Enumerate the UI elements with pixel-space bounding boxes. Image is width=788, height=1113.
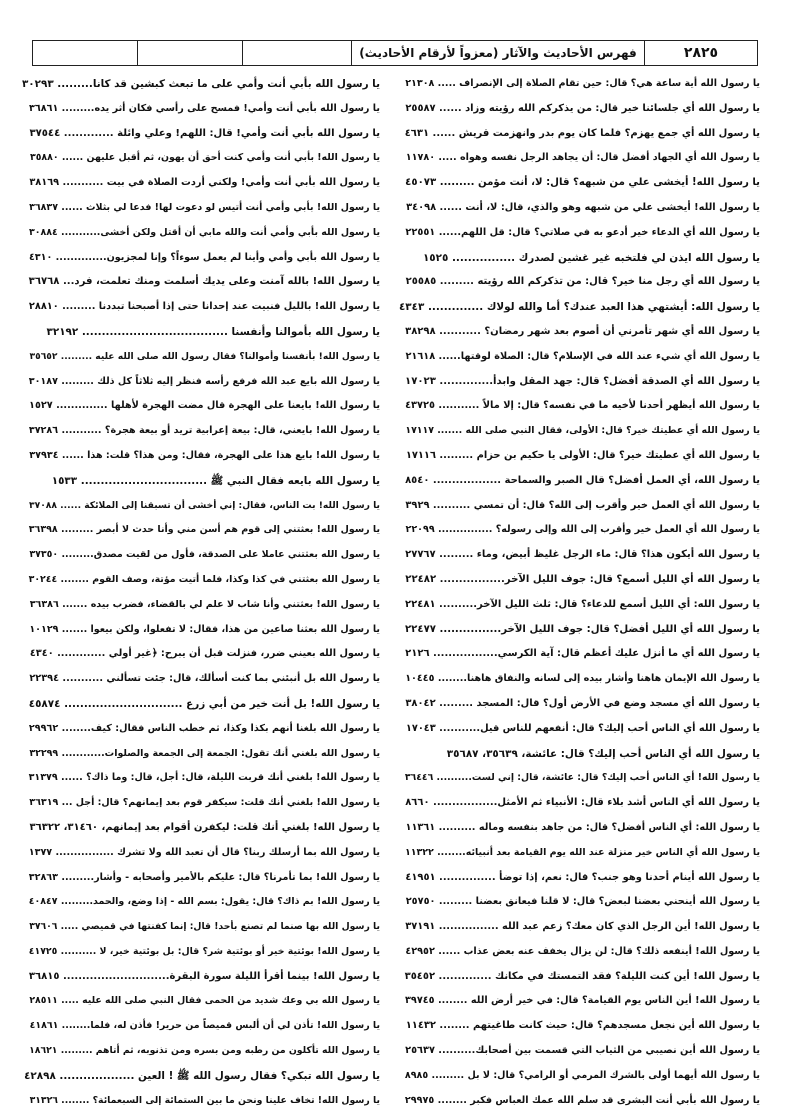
index-entry-text: يا رسول الله! بأبي وأمي أنت أتيس لو دعوت لها! فدعا لي بثلاث ...... ٣٦٨٣٧ (29, 201, 380, 213)
index-entry (398, 642, 760, 667)
index-entry-text: يا رسول الله بايع عبد الله فرفع رأسه فنظر إليه ثلاثاً كل ذلك ......... ٣٠١٨٧ (28, 375, 380, 387)
index-entry (22, 246, 380, 271)
index-entry-text: يا رسول الله، أي العمل أفضل؟ قال الصبر والسماحة .................. ٨٥٤٠ (405, 474, 760, 486)
index-entry-text: يا رسول الله بي وعك شديد من الحمى فقال النبي صلى الله عليه ..... ٢٨٥١١ (29, 995, 380, 1007)
index-entry-text: يا رسول الله أي جلسائنا خير قال: من يذكركم الله رؤيته وزاد ...... ٢٥٥٨٧ (405, 102, 760, 114)
index-entry (398, 221, 760, 246)
index-entry (22, 890, 380, 915)
index-entry-text: يا رسول الله! تأذن لي أن ألبس قميصاً من حرير! فأذن له، فلما........ ٤١٨٦١ (29, 1020, 380, 1032)
index-entry-text: يا رسول الله بأبي وأمي أنت والله مابي أن أقتل ولكن أخشى........... ٣٠٨٨٤ (28, 226, 380, 238)
index-entry-text: يا رسول الله أي شيء عند الله في الإسلام؟ قال: الصلاة لوقتها...... ٢١٦١٨ (405, 350, 760, 362)
index-entry-text: يا رسول الله! أي الناس أحب إليك؟ قال: عائشة، قال: إني لست.......... ٣٦٤٤٦ (404, 772, 760, 784)
index-entry-text: يا رسول الله بأبي أنت وأمي! فمسح على رأسي فكان أثر يده......... ٣٦٨٦١ (29, 102, 380, 114)
index-entry (22, 791, 380, 816)
index-entry-text: يا رسول الله أي الليل أسمع؟ قال: جوف الليل الآخر................. ٢٢٤٨٢ (405, 573, 760, 585)
index-entry-text: يا رسول الله أي ما أنزل عليك أعظم قال: آية الكرسي................. ٢١٢٦ (405, 648, 760, 660)
index-entry (22, 841, 380, 866)
index-entry-text: يا رسول الله بها صنما لم تصنع بأحد! قال: إنما كفنتها في قميصي ..... ٣٧٦٠٦ (29, 921, 380, 933)
index-entry (22, 221, 380, 246)
index-entry-text: يا رسول الله أينام أحدنا وهو جنب؟ قال: نعم، إذا توضأ ............... ٤١٩٥١ (405, 871, 760, 883)
index-entry (398, 1064, 760, 1089)
index-entry (398, 295, 760, 320)
index-entry-text: يا رسول الله! أينفعه ذلك؟ قال: لن يزال يخفف عنه بعض عذاب ...... ٤٢٩٥٢ (405, 945, 760, 957)
index-entry-text: يا رسول الله أي رجل منا خير؟ قال: من تذكركم الله رؤيته ......... ٢٥٥٨٥ (405, 276, 760, 288)
index-entry-text: يا رسول الله أي الدعاء خير أدعو به في صلاتي؟ قال: قل اللهم...... ٢٢٥٥١ (405, 226, 760, 238)
index-entry (22, 270, 380, 295)
index-entry-text: يا رسول الله أي مسجد وضع في الأرض أول؟ قال: المسجد ......... ٣٨٠٤٢ (405, 697, 760, 709)
index-entry-text: يا رسول الله! بل أنت خير من أبي زرع .............................. ٤٥٨٧٤ (28, 697, 380, 710)
index-entry-text: يا رسول الله تبكي؟ فقال رسول الله ﷺ ! العين ................... ٤٢٨٩٨ (24, 1069, 380, 1082)
index-entry-text: يا رسول الله بأبي أنت وأمي على ما تبعث كبشين قد كانا......... ٣٠٢٩٣ (22, 78, 380, 90)
index-entry (398, 866, 760, 891)
index-entry (398, 469, 760, 494)
index-entry (398, 915, 760, 940)
index-entry-text: يا رسول الله! بايعني، قال: بيعة إعرابية تريد أو بيعة هجرة؟ ........... ٣٧٢٨٦ (28, 425, 380, 437)
index-entry-text: يا رسول الله! بوئتية خير أو بوئتية شر؟ قال: بل بوئتية خير، لا .......... ٤١٧٢٥ (28, 945, 380, 957)
header-empty-cell (33, 41, 137, 65)
index-entry (398, 394, 760, 419)
index-entry (398, 97, 760, 122)
index-entry-text: يا رسول الله: أي الليل أسمع للدعاء؟ قال: ثلث الليل الآخر.......... ٢٢٤٨١ (405, 598, 760, 610)
left-column (22, 72, 380, 1113)
index-entry-text: يا رسول الله أي الليل أفضل؟ قال: جوف الليل الآخر................ ٢٢٤٧٧ (404, 623, 760, 635)
index-entry-text: يا رسول الله أي الجهاد أفضل قال: أن يجاهد الرجل نفسه وهواه ..... ١١٧٨٠ (405, 152, 760, 164)
index-entry-text: يا رسول الله! بأبي أنت وأمي كنت أحق أن يهون، ثم أقبل عليهن ...... ٣٥٨٨٠ (29, 152, 380, 164)
index-entry (22, 295, 380, 320)
page-header (32, 40, 758, 66)
index-entry (22, 146, 380, 171)
index-entry-text: يا رسول الله! بالله آمنت وعلى يديك أسلمت ومنك تعلمت، فرد... ٣٦٧٦٨ (28, 276, 380, 288)
header-empty-cell (137, 41, 242, 65)
index-entry-text: يا رسول الله أيكون هذا؟ قال: ماء الرجل غليظ أبيض، وماء ......... ٢٧٧٦٧ (405, 549, 760, 561)
index-entry-text: يا رسول الله! بايعنا على الهجرة قال مضت الهجرة لأهلها .............. ١٥٢٧ (29, 400, 380, 412)
index-entry (398, 518, 760, 543)
index-entry (398, 370, 760, 395)
index-entry (22, 692, 380, 717)
index-entry-text: يا رسول الله بل أنبئني بما كنت أسألك، قال: جئت تسألني ........... ٢٢٣٩٤ (29, 673, 380, 685)
index-entry-text: يا رسول الله! بعثتني إلى قوم هم أسن مني وأنا حدث لا أبصر ......... ٣٦٣٩٨ (28, 524, 380, 536)
index-entry (22, 940, 380, 965)
index-entry-text: يا رسول الله أيظهر أحدنا لأخيه ما في نفسه؟ قال: إلا مالاً ........... ٤٣٧٢٥ (405, 400, 760, 412)
index-entry (22, 742, 380, 767)
index-entry (398, 593, 760, 618)
index-entry-text: يا رسول الله! بت الناس، فقال: إني أخشى أن تسبقنا إلى الملائكة ...... ٣٧٠٨٨ (29, 499, 380, 511)
index-entry (398, 940, 760, 965)
index-entry-text: يا رسول الله! بينما أقرأ الليلة سورة البقرة............................ ٣٦٨١٥ (28, 970, 380, 982)
index-entry (398, 742, 760, 767)
index-entry (22, 717, 380, 742)
index-entry (22, 1064, 380, 1089)
index-entry (22, 444, 380, 469)
index-entry (398, 171, 760, 196)
index-entry-text: يا رسول الله أي جمع يهزم؟ فلما كان يوم بدر وانهزمت قريش ...... ٤٦٣١ (404, 127, 760, 139)
index-entry-text: يا رسول الله: أي الناس أفضل؟ قال: من جاهد بنفسه وماله .......... ١١٣٦١ (405, 821, 760, 833)
index-entry-text: يا رسول الله! بايع هذا على الهجرة، فقال: ومن هذا؟ قلت: هذا ...... ٣٧٩٣٤ (29, 449, 380, 461)
index-entry (22, 568, 380, 593)
index-entry (22, 965, 380, 990)
index-entry (22, 320, 380, 345)
index-entry-text: يا رسول الله! أيخشى علي من شبهه؟ قال: لا، أنت مؤمن ......... ٤٥٠٧٣ (405, 177, 760, 189)
index-entry-text: يا رسول الله بأموالنا وأنفسنا ..................................... ٣٢١٩٢ (46, 325, 380, 338)
index-entry (398, 568, 760, 593)
index-entry-text: يا رسول الله الإيمان هاهنا وأشار بيده إلى لسانه والنفاق هاهنا........ ١٠٤٤٥ (405, 673, 760, 685)
index-entry-text: يا رسول الله ايذن لي فلتخبه غير غشين لصدرك ................ ١٥٢٥ (422, 251, 760, 264)
index-entry (398, 692, 760, 717)
index-entry-text: يا رسول الله أي الصدقة أفضل؟ قال: جهد المقل وابدأ.............. ١٧٠٢٣ (405, 375, 760, 387)
index-entry-text: يا رسول الله أية ساعة هي؟ قال: حين تقام الصلاة إلى الإنصراف ..... ٢١٣٠٨ (405, 78, 760, 89)
index-entry (398, 543, 760, 568)
index-entry (398, 72, 760, 97)
index-entry-text: يا رسول الله بعثنا صاعين من هذا، فقال: لا تفعلوا، ولكن بيعوا ....... ١٠١٢٩ (29, 623, 380, 635)
index-entry-text: يا رسول الله أيهما أولى بالشرك المرمي أو الرامي؟ قال: لا بل ......... ٨٩٨٥ (404, 1069, 760, 1081)
page-number: ٢٨٢٥ (644, 41, 757, 65)
index-entry (22, 370, 380, 395)
index-entry (22, 866, 380, 891)
index-entry (22, 593, 380, 618)
index-entry-text: يا رسول الله أي الناس أحب إليك؟ قال: عائشة، ٣٥٦٣٩، ٣٥٦٨٧ (446, 747, 760, 760)
index-entry (398, 791, 760, 816)
right-column (398, 72, 760, 1113)
index-entry-text: يا رسول الله أي الناس أشد بلاء قال: الأنبياء ثم الأمثل................. ٨٦٦٠ (405, 797, 760, 809)
index-entry-text: يا رسول الله أينحني بعضنا لبعض؟ قال: لا قلنا فيعانق بعضنا ......... ٢٥٧٥٠ (405, 896, 760, 908)
index-entry (22, 989, 380, 1014)
index-entry (22, 196, 380, 221)
page-title: فهرس الأحاديث والآثار (معزواً لأرقام الأحاديث) (351, 41, 644, 65)
index-entry (22, 816, 380, 841)
index-entry-text: يا رسول الله! تخاف علينا ونحن ما بين الستمائة إلى السبعمائة؟ ........ ٣١٣٢٦ (29, 1094, 380, 1106)
index-entry (22, 345, 380, 370)
index-entry-text: يا رسول الله أين نصيبي من الثياب التي قسمت بين أصحابك.......... ٢٥٦٣٧ (405, 1045, 760, 1057)
index-entry-text: يا رسول الله! بما تأمرنا؟ قال: عليكم بالأمير وأصحابه - وأشار......... ٣٢٨٦٣ (28, 871, 380, 883)
index-entry-text: يا رسول الله بأبي أنت وأمي! قال: اللهم! وعلي وائلة ............. ٣٧٥٤٤ (29, 127, 380, 139)
index-entry (22, 469, 380, 494)
index-entry (22, 171, 380, 196)
index-entry-text: يا رسول الله! بالليل فنبيت عند إحدانا حتى إذا أصبحنا تبددنا ......... ٢٨٨١٠ (28, 301, 380, 313)
index-entry (22, 618, 380, 643)
index-entry-text: يا رسول الله! بم ذاك؟ قال: يقول: بسم الله - إذا وضع، والحمد......... ٤٠٨٤٧ (28, 896, 380, 908)
index-entry (398, 1014, 760, 1039)
index-entry-text: يا رسول الله! أين الناس يوم القيامة؟ قال: في خير أرض الله ........ ٣٩٧٤٥ (404, 995, 760, 1007)
index-entry (398, 965, 760, 990)
index-entry-text: يا رسول الله بايعه فقال النبي ﷺ ................................ ١٥٣٣ (51, 474, 380, 487)
index-entry-text: يا رسول الله: أيشتهي هذا العبد عندك؟ أما والله لولاك .............. ٤٣٤٣ (398, 301, 760, 314)
index-entry-text: يا رسول الله! بعثتني وأنا شاب لا علم لي بالقضاء، فضرب بيده ....... ٣٦٣٨٦ (29, 598, 380, 610)
index-entry (22, 494, 380, 519)
index-entry-text: يا رسول الله بعثتني عاملا على الصدقة، فأول من لقيت مصدق......... ٣٧٣٥٠ (29, 549, 380, 561)
header-empty-cell (242, 41, 351, 65)
index-entry-text: يا رسول الله أين نجعل مسجدهم؟ قال: حيث كانت طاغيتهم ........ ١١٤٣٢ (405, 1020, 760, 1032)
index-entry-text: يا رسول الله أي العمل خير وأقرب إلى الله؟ قال: أن تمسي .......... ٣٩٢٩ (405, 499, 760, 511)
index-entry (398, 345, 760, 370)
index-entry (22, 1014, 380, 1039)
index-entry-text: يا رسول الله بأبي وأمي وأينا لم يعمل سوءاً؟ وإنا لمجزيون.............. ٤٣١٠ (28, 251, 380, 263)
index-entry (22, 766, 380, 791)
index-entry (398, 1089, 760, 1113)
index-entry (398, 419, 760, 444)
index-entry (398, 320, 760, 345)
index-entry (398, 890, 760, 915)
index-entry (22, 667, 380, 692)
index-entry (22, 915, 380, 940)
index-entry (22, 642, 380, 667)
index-entry-text: يا رسول الله بلغني أنك تقول: الجمعة إلى الجمعة والصلوات............ ٣٢٢٩٩ (29, 747, 380, 759)
index-entry (398, 618, 760, 643)
index-entry-text: يا رسول الله أي الناس أحب إليك؟ قال: أنفعهم للناس قيل........... ١٧٠٤٣ (405, 722, 760, 734)
index-entry (22, 543, 380, 568)
index-entry-text: يا رسول الله! أيخشى علي من شبهه وهو والذي، قال: لا، أنت ...... ٣٤٠٩٨ (406, 201, 760, 213)
index-entry (398, 444, 760, 469)
index-entry-text: يا رسول الله بما أرسلك ربنا؟ قال أن تعبد الله ولا تشرك ................ ١٣٧٧ (28, 846, 380, 858)
index-entry (398, 667, 760, 692)
index-entry-text: يا رسول الله بعيني ضرر، فنزلت قبل أن يبرح: ﴿غير أولي ............. ٤٣٤٠ (29, 648, 380, 660)
index-entry (22, 518, 380, 543)
index-entry (398, 717, 760, 742)
index-entry (398, 146, 760, 171)
index-entry-text: يا رسول الله! أين الرجل الذي كان معك؟ زعم عبد الله ................ ٣٧١٩١ (405, 921, 760, 933)
index-entry (398, 122, 760, 147)
index-entry-text: يا رسول الله أي الناس خير منزلة عند الله يوم القيامة بعد أنبيائه........ ١١٣٢٢ (405, 846, 760, 858)
index-entry (22, 394, 380, 419)
index-entry (398, 246, 760, 271)
index-entry (22, 122, 380, 147)
index-entry (398, 816, 760, 841)
index-entry-text: يا رسول الله أي شهر تأمرني أن أصوم بعد شهر رمضان؟ ........... ٣٨٢٩٨ (405, 325, 760, 337)
index-entry (22, 97, 380, 122)
index-entry-text: يا رسول الله أي عطيتك خير؟ قال: الأولى يا حكيم بن حزام ......... ١٧١١٦ (405, 449, 760, 461)
index-entry-text: يا رسول الله بأبي أنت وأمي! ولكني أردت الصلاة في بيت ........... ٣٨١٦٩ (29, 177, 380, 189)
index-entry (398, 989, 760, 1014)
index-entry-text: يا رسول الله بلغنا أنهم بكذا وكذا، ثم خطب الناس فقال: كيف........ ٢٩٩٦٢ (28, 722, 380, 734)
index-entry (398, 494, 760, 519)
index-entry-text: يا رسول الله أي العمل خير وأقرب إلى الله وإلى رسوله؟ ............... ٢٢٠٩٩ (405, 524, 760, 536)
index-entry (398, 196, 760, 221)
index-entry (398, 766, 760, 791)
index-entry-text: يا رسول الله بعثتني في كذا وكذا، فلما أتيت مؤتة، وصف القوم ........ ٣٠٢٤٤ (28, 573, 380, 585)
index-entry (22, 1039, 380, 1064)
index-entry-text: يا رسول الله أي عطيتك خير؟ قال: الأولى، فقال النبي صلى الله ....... ١٧١١٧ (405, 425, 760, 437)
index-entry (398, 841, 760, 866)
index-entry-text: يا رسول الله! أين كنت الليلة؟ فقد التمستك في مكانك .............. ٣٥٤٥٢ (404, 970, 760, 982)
index-entry-text: يا رسول الله! بلغني أنك قربت الليلة، قال: أجل، قال: وما ذاك؟ ...... ٣١٣٧٩ (28, 772, 380, 784)
index-entry (22, 419, 380, 444)
index-entry (22, 72, 380, 97)
index-entry-text: يا رسول الله تأكلون من رطبه ومن بسره ومن تذنوبه، ثم أتاهم ......... ١٨٦٢١ (29, 1045, 380, 1057)
index-entry-text: يا رسول الله! بلغني أنك قلت: ليكفرن أقوام بعد إيمانهم، ٣١٤٦٠، ٣٦٣٢٢ (29, 821, 380, 833)
index-entry (22, 1089, 380, 1113)
index-entry-text: يا رسول الله! بأنفسنا وأموالنا؟ فقال رسول الله صلى الله عليه ......... ٣٥٦٥٢ (29, 350, 380, 362)
index-entry (398, 270, 760, 295)
index-entry-text: يا رسول الله! بلغني أنك قلت: سيكفر قوم بعد إيمانهم؟ قال: أجل ... ٣٦٣١٩ (29, 797, 380, 809)
index-entry (398, 1039, 760, 1064)
index-entry-text: يا رسول الله بأبي أنت البشرى قد سلم الله عمك العباس فكبر ........ ٢٩٩٧٥ (404, 1094, 760, 1106)
